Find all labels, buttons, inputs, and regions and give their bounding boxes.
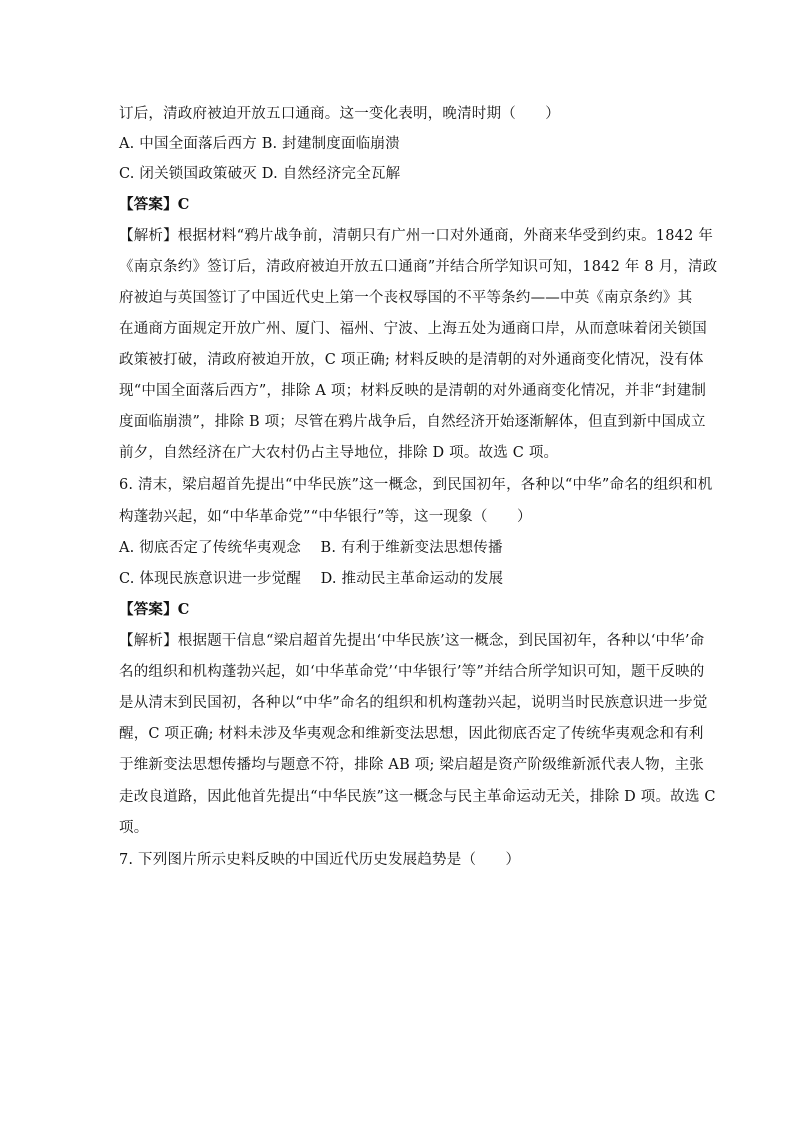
question-5-analysis-line-3: 府被迫与英国签订了中国近代史上第一个丧权辱国的不平等条约——中英《南京条约》其 (119, 290, 693, 306)
question-6-analysis-line-2: 名的组织和机构蓬勃兴起，如‘中华革命党’‘中华银行’等”并结合所学知识可知，题干反映的 (119, 664, 705, 680)
question-5-answer: 【答案】C (119, 196, 190, 213)
question-6-analysis-line-4: 醒，C 项正确; 材料未涉及华夷观念和维新变法思想，因此彻底否定了传统华夷观念和有利 (119, 726, 704, 742)
question-6-options-ab: A. 彻底否定了传统华夷观念 B. 有利于维新变法思想传播 (119, 540, 503, 556)
question-6-analysis-line-6: 走改良道路，因此他首先提出“中华民族”这一概念与民主革命运动无关，排除 D 项。故选 C (119, 789, 716, 805)
question-5-analysis-line-5: 政策被打破，清政府被迫开放，C 项正确; 材料反映的是清朝的对外通商变化情况，没有体 (119, 352, 704, 368)
question-5-options-ab: A. 中国全面落后西方 B. 封建制度面临崩溃 (119, 136, 400, 152)
question-6-analysis-line-3: 是从清末到民国初，各种以“中华”命名的组织和机构蓬勃兴起，说明当时民族意识进一步觉 (119, 695, 708, 711)
question-5-analysis-line-7: 度面临崩溃”，排除 B 项；尽管在鸦片战争后，自然经济开始逐渐解体，但直到新中国成立 (119, 414, 706, 430)
question-5-analysis-line-2: 《南京条约》签订后，清政府被迫开放五口通商”并结合所学知识可知，1842 年 8 月，清政 (119, 259, 718, 275)
question-5-analysis-line-8: 前夕，自然经济在广大农村仍占主导地位，排除 D 项。故选 C 项。 (119, 445, 559, 461)
question-6-analysis-line-1: 【解析】根据题干信息“梁启超首先提出‘中华民族’这一概念，到民国初年，各种以‘中华’命 (119, 633, 705, 649)
question-6-stem-line-1: 6. 清末，梁启超首先提出“中华民族”这一概念，到民国初年，各种以“中华”命名的组织和机 (119, 477, 713, 493)
question-5-stem-end: 订后，清政府被迫开放五口通商。这一变化表明，晚清时期（ ） (119, 106, 560, 122)
question-5-analysis-line-1: 【解析】根据材料“鸦片战争前，清朝只有广州一口对外通商，外商来华受到约束。1842 年 (119, 228, 714, 244)
question-6-options-cd: C. 体现民族意识进一步觉醒 D. 推动民主革命运动的发展 (119, 571, 504, 587)
question-6-stem-line-2: 构蓬勃兴起，如“中华革命党”“中华银行”等，这一现象（ ） (119, 509, 532, 525)
question-7-stem: 7. 下列图片所示史料反映的中国近代历史发展趋势是（ ） (119, 852, 521, 868)
question-5-analysis-line-6: 现“中国全面落后西方”，排除 A 项；材料反映的是清朝的对外通商变化情况，并非“封建制 (119, 383, 707, 399)
question-6-analysis-line-7: 项。 (119, 820, 149, 836)
question-6-answer: 【答案】C (119, 601, 190, 618)
question-6-analysis-line-5: 于维新变法思想传播均与题意不符，排除 AB 项; 梁启超是资产阶级维新派代表人物，主张 (119, 757, 704, 773)
question-5-analysis-line-4: 在通商方面规定开放广州、厦门、福州、宁波、上海五处为通商口岸，从而意味着闭关锁国 (119, 321, 707, 337)
question-5-options-cd: C. 闭关锁国政策破灭 D. 自然经济完全瓦解 (119, 166, 401, 182)
